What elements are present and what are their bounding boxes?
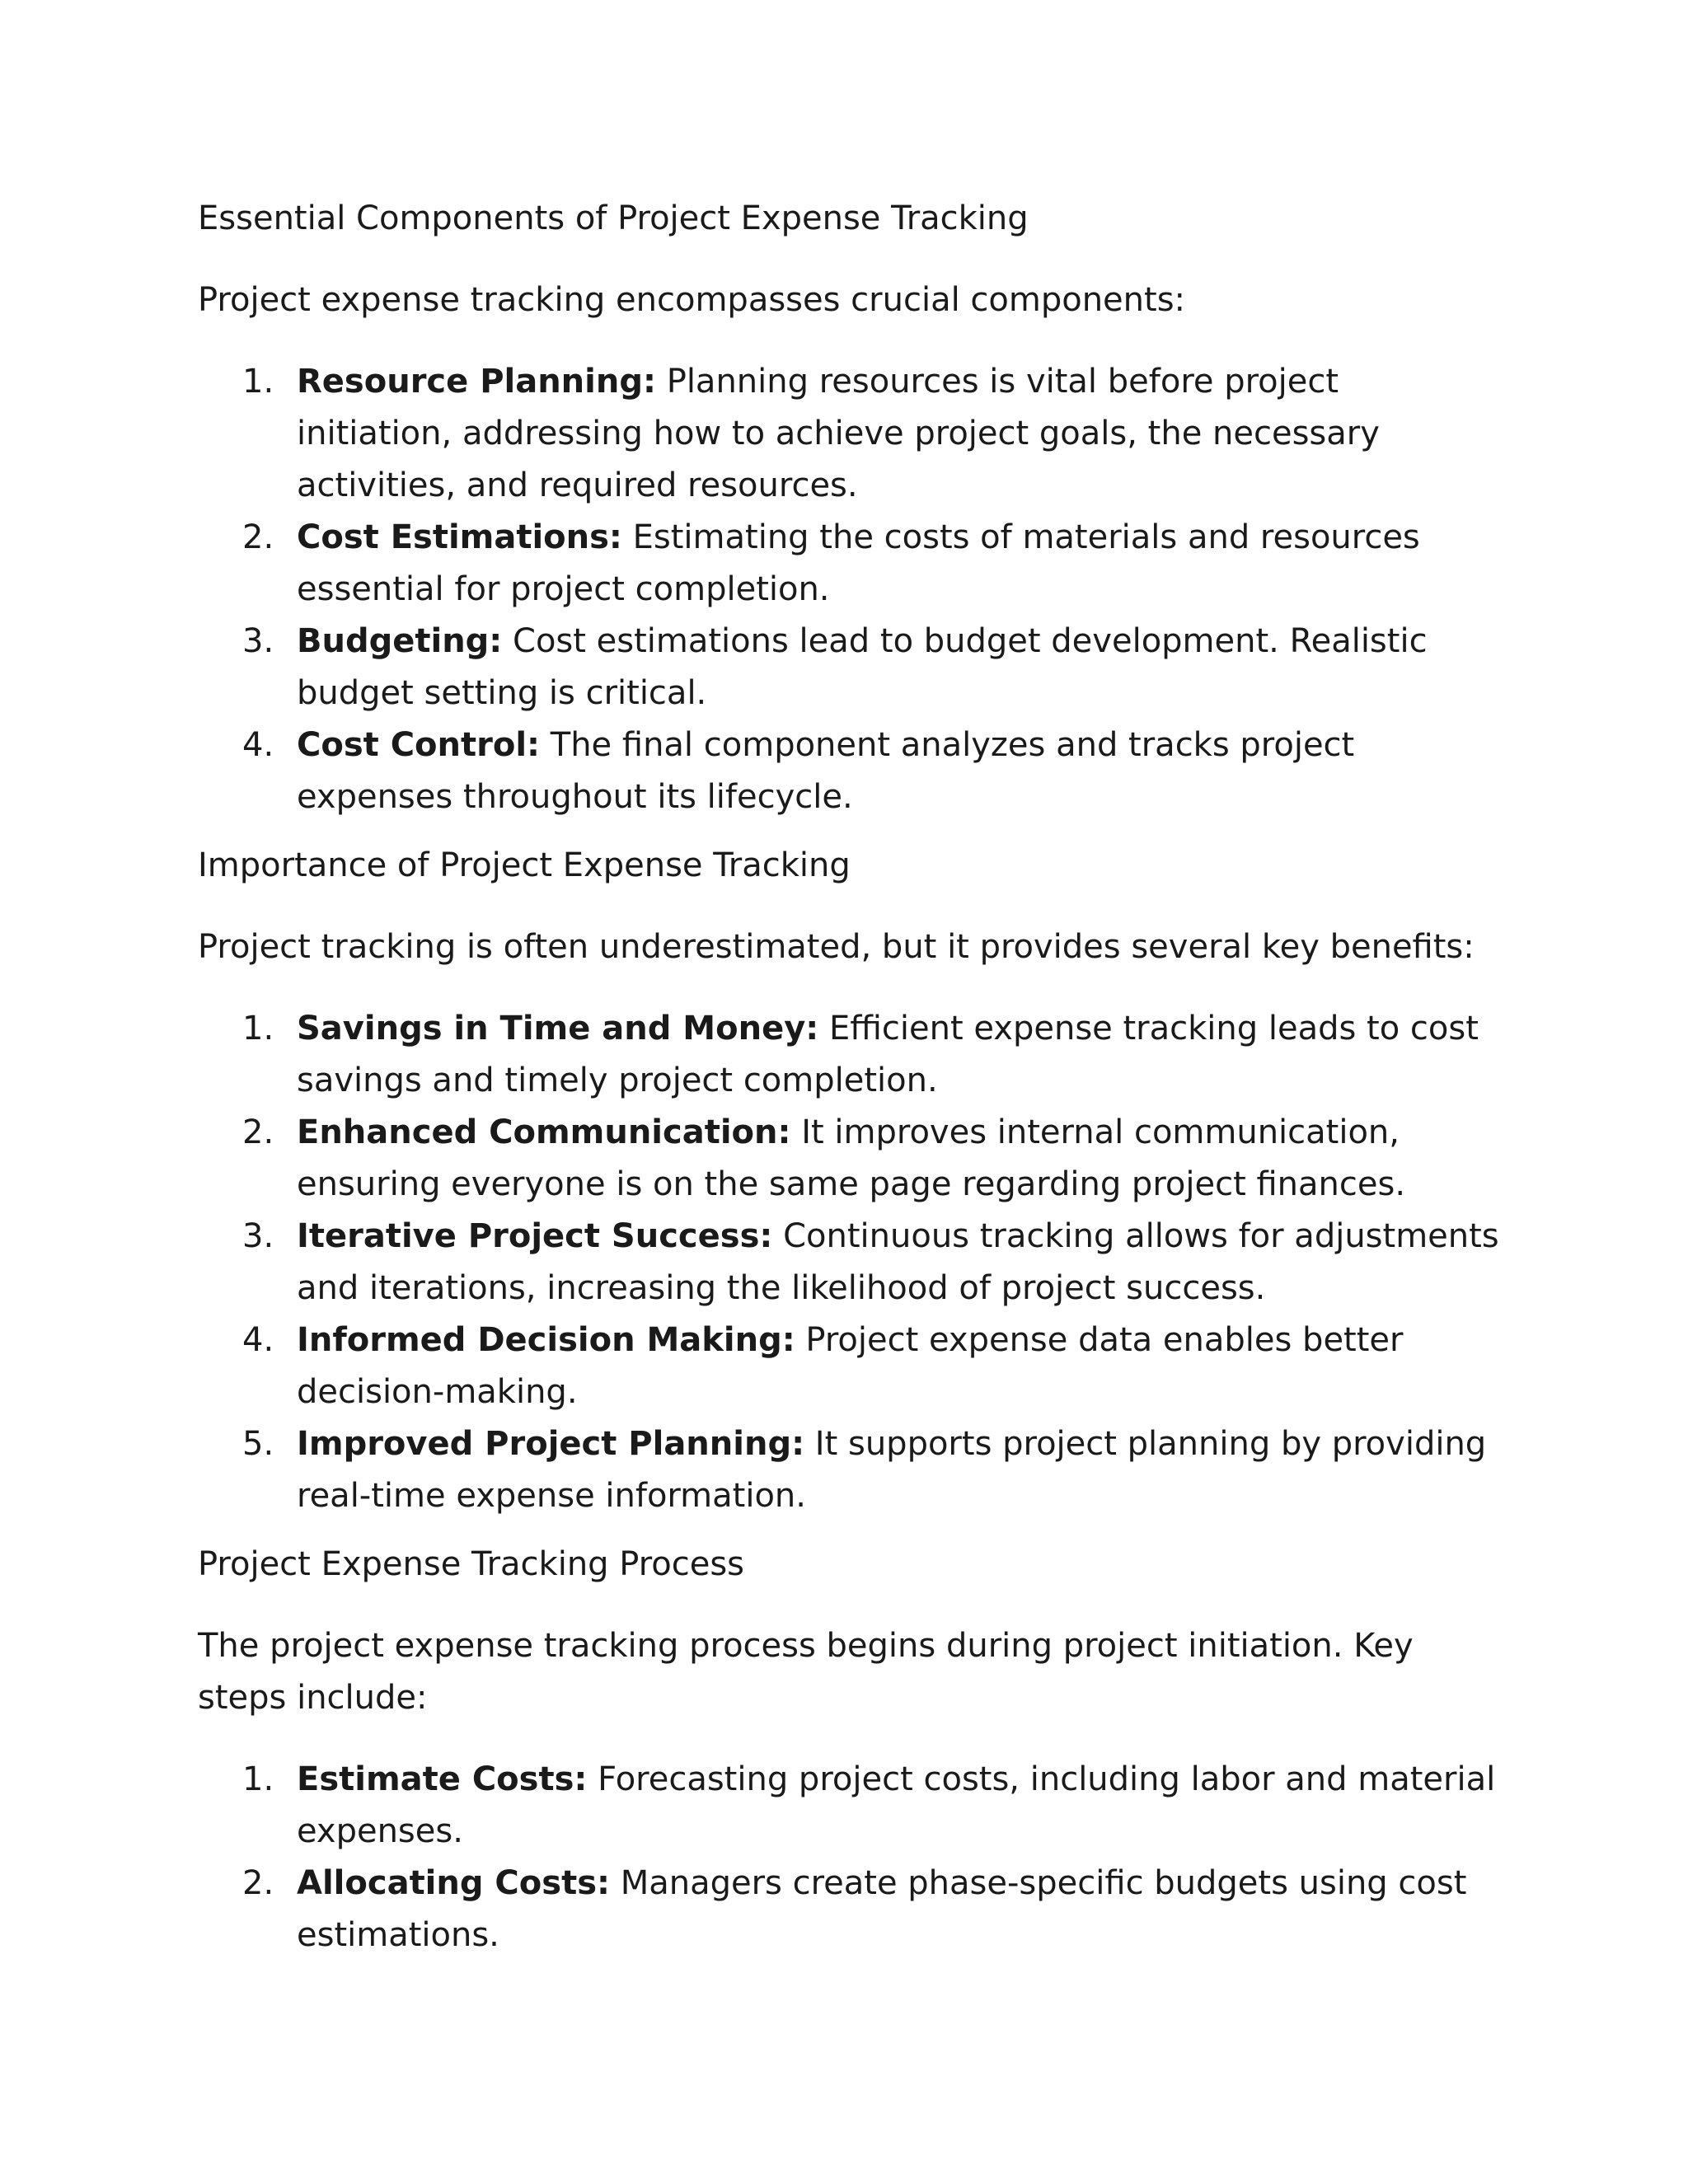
list-text: Estimating the costs of materials and resources essential for project completion. [297,518,1420,608]
list-term: Cost Estimations: [297,518,622,556]
components-list [198,356,1500,823]
list-term: Informed Decision Making: [297,1321,795,1359]
list-item [198,616,1500,719]
list-text: Managers create phase-specific budgets using cost estimations. [297,1864,1467,1954]
section-intro: Project expense tracking encompasses crucial components: [198,281,1186,319]
list-term: Improved Project Planning: [297,1425,805,1463]
list-number: 2. [242,518,274,556]
list-item [198,1754,1500,1858]
list-text: Cost estimations lead to budget development. Realistic budget setting is critical. [297,622,1428,712]
list-text: It supports project planning by providing real-time expense information. [297,1425,1487,1515]
list-number: 4. [242,726,274,764]
list-text: Forecasting project costs, including labor and material expenses. [297,1760,1496,1850]
list-text: It improves internal communication, ensuring everyone is on the same page regarding project finances. [297,1113,1406,1203]
list-term: Iterative Project Success: [297,1217,773,1255]
document-page [198,194,1500,1961]
list-number: 1. [242,1760,274,1798]
list-number: 2. [242,1113,274,1151]
process-list [198,1754,1500,1961]
list-item [198,512,1500,616]
list-item [198,1858,1500,1961]
list-number: 1. [242,363,274,401]
list-term: Estimate Costs: [297,1760,588,1798]
list-number: 4. [242,1321,274,1359]
list-number: 3. [242,1217,274,1255]
list-item [198,1418,1500,1522]
section-intro: Project tracking is often underestimated, but it provides several key benefits: [198,928,1475,966]
list-item [198,1107,1500,1211]
benefits-list [198,1003,1500,1522]
section-heading: Project Expense Tracking Process [198,1545,745,1583]
list-item [198,1315,1500,1418]
section-intro: The project expense tracking process begins during project initiation. Key steps include: [198,1627,1414,1717]
list-text: Efficient expense tracking leads to cost savings and timely project completion. [297,1010,1479,1099]
list-number: 3. [242,622,274,660]
list-text: Planning resources is vital before project initiation, addressing how to achieve project goals, the necessary activities, and required resources. [297,363,1380,504]
list-text: Project expense data enables better decision-making. [297,1321,1404,1411]
list-term: Savings in Time and Money: [297,1010,819,1047]
list-term: Cost Control: [297,726,541,764]
list-item [198,1211,1500,1315]
section-heading: Essential Components of Project Expense Tracking [198,199,1029,237]
list-item [198,1003,1500,1107]
list-item [198,719,1500,823]
list-term: Budgeting: [297,622,503,660]
list-text: The final component analyzes and tracks project expenses throughout its lifecycle. [297,726,1355,816]
section-heading: Importance of Project Expense Tracking [198,846,851,884]
list-term: Enhanced Communication: [297,1113,791,1151]
list-number: 1. [242,1010,274,1047]
list-term: Resource Planning: [297,363,656,401]
list-item [198,356,1500,512]
list-text: Continuous tracking allows for adjustments and iterations, increasing the likelihood of project success. [297,1217,1499,1307]
list-number: 2. [242,1864,274,1902]
list-number: 5. [242,1425,274,1463]
list-term: Allocating Costs: [297,1864,610,1902]
